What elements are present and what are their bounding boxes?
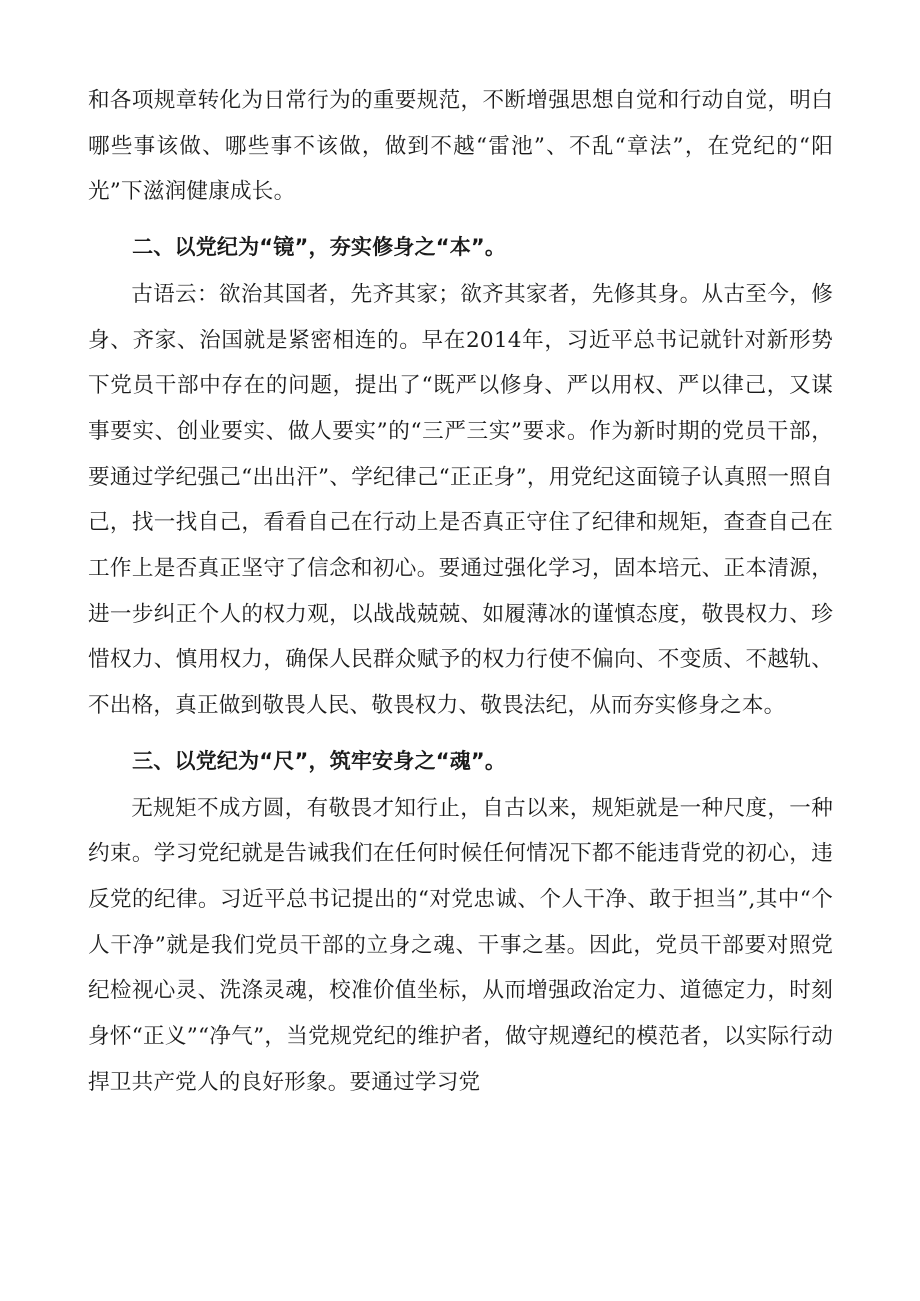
paragraph-2: 古语云：欲治其国者，先齐其家；欲齐其家者，先修其身。从古至今，修身、齐家、治国就是紧密相连的。早在2014年，习近平总书记就针对新形势下党员干部中存在的问题，提出了“既严以修身、严以用权、严以律己，又谋事要实、创业要实、做人要实”的“三严三实”要求。作为新时期的党员干部，要通过学纪强己“出出汗”、学纪律己“正正身”，用党纪这面镜子认真照一照自己，找一找自己，看看自己在行动上是否真正守住了纪律和规矩，查查自己在工作上是否真正坚守了信念和初心。要通过强化学习，固本培元、正本清源，进一步纠正个人的权力观，以战战兢兢、如履薄冰的谨慎态度，敬畏权力、珍惜权力、慎用权力，确保人民群众赋予的权力行使不偏向、不变质、不越轨、不出格，真正做到敬畏人民、敬畏权力、敬畏法纪，从而夯实修身之本。 <box>88 281 833 719</box>
section-heading-3: 三、以党纪为“尺”，筑牢安身之“魂”。 <box>132 748 507 773</box>
paragraph-3: 无规矩不成方圆，有敬畏才知行止，自古以来，规矩就是一种尺度，一种约束。学习党纪就是告诫我们在任何时候任何情况下都不能违背党的初心，违反党的纪律。习近平总书记提出的“对党忠诚、个人干净、敢于担当”,其中“个人干净”就是我们党员干部的立身之魂、干事之基。因此，党员干部要对照党纪检视心灵、洗涤灵魂，校准价值坐标，从而增强政治定力、道德定力，时刻身怀“正义”“净气”，当党规党纪的维护者，做守规遵纪的模范者，以实际行动捍卫共产党人的良好形象。要通过学习党 <box>88 795 833 1095</box>
document-page <box>88 78 833 1105</box>
paragraph-continued: 和各项规章转化为日常行为的重要规范，不断增强思想自觉和行动自觉，明白哪些事该做、哪些事不该做，做到不越“雷池”、不乱“章法”，在党纪的“阳光”下滋润健康成长。 <box>88 88 833 205</box>
section-heading-2: 二、以党纪为“镜”，夯实修身之“本”。 <box>132 235 507 260</box>
